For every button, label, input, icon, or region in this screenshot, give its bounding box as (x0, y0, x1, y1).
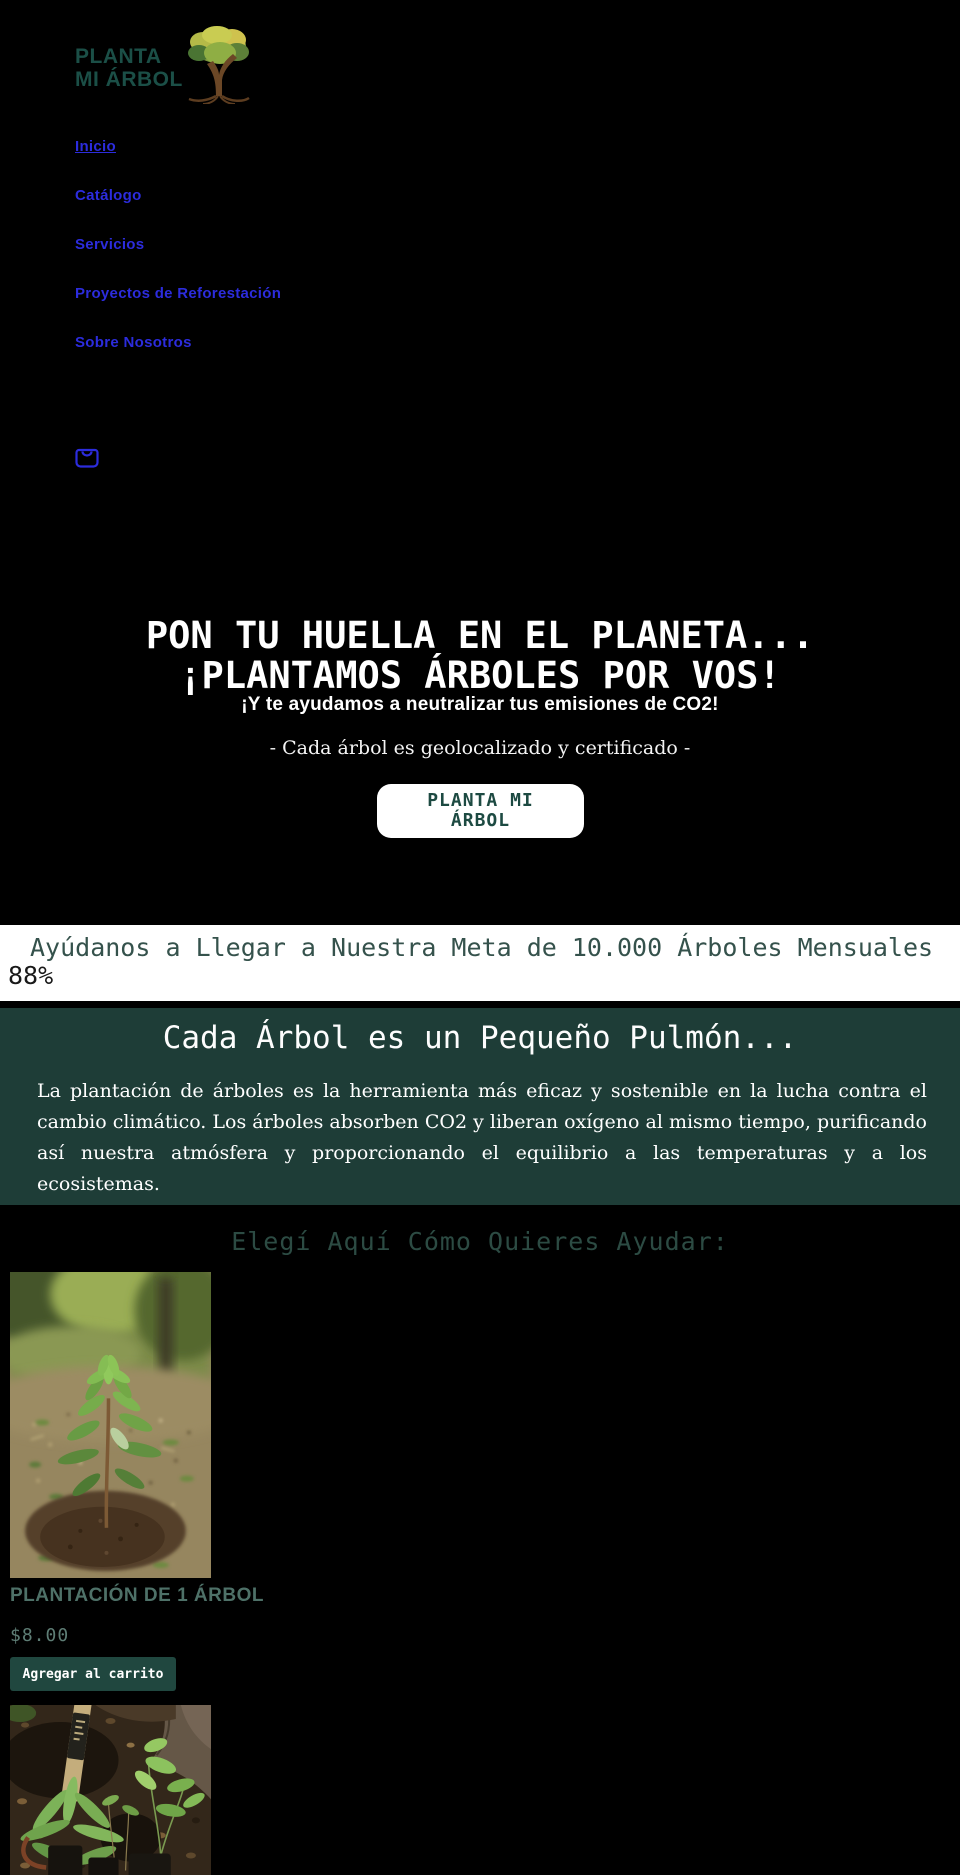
nav-link-inicio[interactable]: Inicio (75, 138, 116, 155)
brand-name: PLANTA MI ÁRBOL (75, 44, 183, 91)
hero-tagline: - Cada árbol es geolocalizado y certificado - (269, 737, 691, 759)
brand-logo[interactable] (75, 26, 251, 109)
products-heading: Elegí Aquí Cómo Quieres Ayudar: (231, 1227, 729, 1256)
info-section (0, 1008, 960, 1205)
hero-title: PON TU HUELLA EN EL PLANETA... ¡PLANTAMOS ÁRBOLES POR VOS! (145, 613, 815, 697)
plant-my-tree-button[interactable]: PLANTA MI ÁRBOL (377, 784, 584, 838)
product-image-sapling[interactable] (10, 1272, 211, 1578)
hero-subtitle: ¡Y te ayudamos a neutralizar tus emisiones de CO2! (241, 694, 719, 715)
tree-logo-icon (187, 26, 251, 109)
nav-link-proyectos[interactable]: Proyectos de Reforestación (75, 285, 282, 302)
progress-percent: 88% (8, 961, 54, 990)
nav-link-servicios[interactable]: Servicios (75, 236, 145, 253)
cart-button[interactable] (73, 442, 101, 470)
add-to-cart-button[interactable]: Agregar al carrito (10, 1657, 176, 1691)
progress-banner (0, 925, 960, 1001)
nav-link-catalogo[interactable]: Catálogo (75, 187, 142, 204)
shopping-bag-icon (73, 458, 101, 473)
product-title[interactable]: PLANTACIÓN DE 1 ÁRBOL (10, 1585, 264, 1606)
progress-label: Ayúdanos a Llegar a Nuestra Meta de 10.000 Árboles Mensuales (30, 933, 934, 962)
info-paragraph: La plantación de árboles es la herramienta más eficaz y sostenible en la lucha contra el cambio climático. Los árboles absorben CO2 y liberan oxígeno al mismo tiempo, purificando así nuestra atmósfera y proporcionando el equilibrio a las temperaturas y a los ecosistemas. (37, 1080, 927, 1195)
info-heading: Cada Árbol es un Pequeño Pulmón... (162, 1020, 798, 1056)
main-nav (75, 138, 281, 383)
product-price: $8.00 (10, 1625, 70, 1646)
nav-link-sobre-nosotros[interactable]: Sobre Nosotros (75, 334, 192, 351)
product-image-seedlings[interactable] (10, 1705, 211, 1875)
